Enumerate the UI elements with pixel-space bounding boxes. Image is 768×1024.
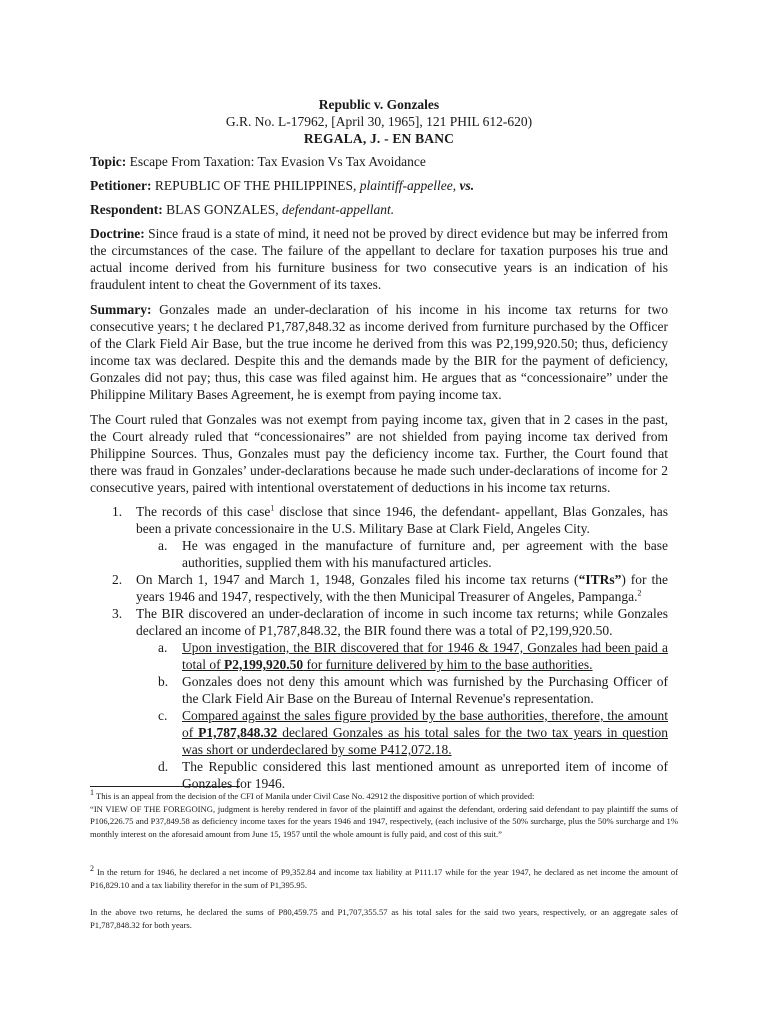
item-number: 3.	[112, 606, 123, 621]
footnote-text: In the return for 1946, he declared a net income of P9,352.84 and income tax liability at P111.17 while for the year 1947, he declared as net income the amount of P16,829.10 and a tax liability therefor in the sum of P1,395.95.	[90, 867, 678, 890]
sub-list-item	[136, 673, 668, 707]
item-letter: a.	[158, 538, 168, 553]
topic-label: Topic:	[90, 154, 127, 169]
case-title: Republic v. Gonzales	[318, 97, 440, 112]
summary-paragraph	[90, 301, 668, 403]
case-header	[90, 96, 668, 147]
doctrine-label: Doctrine:	[90, 226, 145, 241]
sub-item-text: for furniture delivered by him to the base authorities.	[303, 657, 593, 672]
sub-list	[136, 639, 668, 792]
footnote-divider	[90, 786, 240, 787]
item-letter: d.	[158, 759, 169, 774]
summary-text: Gonzales made an under-declaration of his income in his income tax returns for two consecutive years; t he declared P1,787,848.32 as income derived from furniture purchased by the Officer of the Clark Field Air Base, but the true income he derived from this was P2,199,920.50; thus, deficiency income tax was declared. Despite this and the demands made by the BIR for the payment of deficiency, Gonzales did not pay; thus, this case was filed against him. He argues that as “concessionaire” under the Philippine Military Bases Agreement, he is exempt from paying income tax.	[90, 302, 668, 402]
item-letter: a.	[158, 640, 168, 655]
petitioner-vs: vs.	[459, 178, 475, 193]
sub-item-text: The Republic considered this last mentioned amount as unreported item of income of Gonzales for 1946.	[182, 759, 668, 791]
petitioner-label: Petitioner:	[90, 178, 152, 193]
ruling-paragraph: The Court ruled that Gonzales was not exempt from paying income tax, given that in 2 cases in the past, the Court already ruled that “concessionaires” are not shielded from paying income tax derived from Philippine Sources. Thus, Gonzales must pay the deficiency income tax. Further, the Court found that there was fraud in Gonzales’ under-declarations because he made such under-declarations of income for 2 consecutive years, paired with intentional overstatement of deductions in his income tax returns.	[90, 412, 668, 495]
petitioner-role: plaintiff-appellee	[359, 178, 453, 193]
sub-list	[136, 537, 668, 571]
footnote-quote: “IN VIEW OF THE FOREGOING, judgment is hereby rendered in favor of the plaintiff and against the defendant, ordering said defendant to pay plaintiff the sums of P106,226.75 and P37,849.58 as deficiency income taxes for the years 1946 and 1947, respectively, (each inclusive of the 50% surcharge, plus the 50% surcharge and 1% monthly interest on the aforesaid amount from June 15, 1957 until the whole amount is fully paid, and cost of this suit.”	[90, 803, 678, 839]
footnote-1	[90, 790, 678, 840]
footnote-ref: 2	[637, 588, 642, 598]
footnote-number: 1	[90, 788, 94, 798]
footnote-2	[90, 866, 678, 891]
case-ponente: REGALA, J. - EN BANC	[303, 131, 455, 146]
list-item	[90, 503, 668, 571]
petitioner-name: REPUBLIC OF THE PHILIPPINES,	[154, 178, 357, 193]
itr-term: “ITRs”	[578, 572, 622, 587]
petitioner-line: Petitioner: REPUBLIC OF THE PHILIPPINES, plaintiff-appellee, vs.	[90, 178, 475, 193]
item-letter: b.	[158, 674, 169, 689]
respondent-line	[90, 201, 668, 218]
sub-item-text: Upon investigation, the BIR discovered that for 1946 & 1947, Gonzales had been paid a total of	[182, 640, 668, 672]
item-text: ) for the years 1946 and 1947, respectively, with the then Municipal Treasurer of Angeles, Pampanga.	[136, 572, 668, 604]
footnote-text: In the above two returns, he declared the sums of P80,459.75 and P1,707,355.57 as his total sales for the said two years, respectively, or an aggregate sales of P1,787,848.32 for both years.	[90, 907, 678, 930]
item-text: The records of this case	[136, 504, 271, 519]
doctrine-paragraph	[90, 225, 668, 293]
footnote-2-continued	[90, 906, 678, 931]
footnote-number: 2	[90, 864, 94, 874]
footnote-text: This is an appeal from the decision of the CFI of Manila under Civil Case No. 42912 the dispositive portion of which provided:	[96, 791, 535, 801]
footnote-ref: 1	[270, 503, 275, 513]
sub-item-text: He was engaged in the manufacture of furniture and, per agreement with the base authorities, supplied them with his manufactured articles.	[182, 538, 668, 570]
item-letter: c.	[158, 708, 168, 723]
sub-item-text: Compared against the sales figure provided by the base authorities, therefore, the amount of	[182, 708, 668, 740]
amount-bold: P1,787,848.32	[198, 725, 278, 740]
item-number: 2.	[112, 572, 123, 587]
item-text: The BIR discovered an under-declaration of income in such income tax returns; while Gonzales declared an income of P1,787,848.32, the BIR found there was a total of P2,199,920.50.	[136, 606, 668, 638]
list-item	[90, 605, 668, 792]
item-number: 1.	[112, 504, 123, 519]
respondent-label: Respondent:	[90, 202, 163, 217]
respondent-role: defendant-appellant.	[282, 202, 395, 217]
list-item	[90, 571, 668, 605]
respondent-name: BLAS GONZALES,	[166, 202, 279, 217]
item-text: On March 1, 1947 and March 1, 1948, Gonzales filed his income tax returns (	[136, 572, 579, 587]
sub-list-item	[136, 537, 668, 571]
item-text: disclose that since 1946, the defendant- appellant, Blas Gonzales, has been a private concessionaire in the U.S. Military Base at Clark Field, Angeles City.	[136, 504, 669, 536]
topic-text: Escape From Taxation: Tax Evasion Vs Tax Avoidance	[129, 154, 426, 169]
amount-bold: P2,199,920.50	[224, 657, 304, 672]
facts-list	[90, 503, 668, 792]
topic-line	[90, 153, 668, 170]
sub-item-text: declared Gonzales as his total sales for the two tax years in question was short or underdeclared by some P412,072.18.	[182, 725, 668, 757]
sub-list-item	[136, 639, 668, 673]
doctrine-text: Since fraud is a state of mind, it need not be proved by direct evidence but may be inferred from the circumstances of the case. The failure of the appellant to declare for taxation purposes his true and actual income derived from his furniture business for two consecutive years is an indication of his fraudulent intent to cheat the Government of its taxes.	[90, 226, 668, 292]
summary-label: Summary:	[90, 302, 152, 317]
case-citation: G.R. No. L-17962, [April 30, 1965], 121 PHIL 612-620)	[225, 114, 533, 129]
sub-item-text: Gonzales does not deny this amount which was furnished by the Purchasing Officer of the Clark Field Air Base on the Bureau of Internal Revenue's representation.	[182, 674, 668, 706]
sub-list-item	[136, 707, 668, 758]
document-page	[90, 96, 668, 792]
